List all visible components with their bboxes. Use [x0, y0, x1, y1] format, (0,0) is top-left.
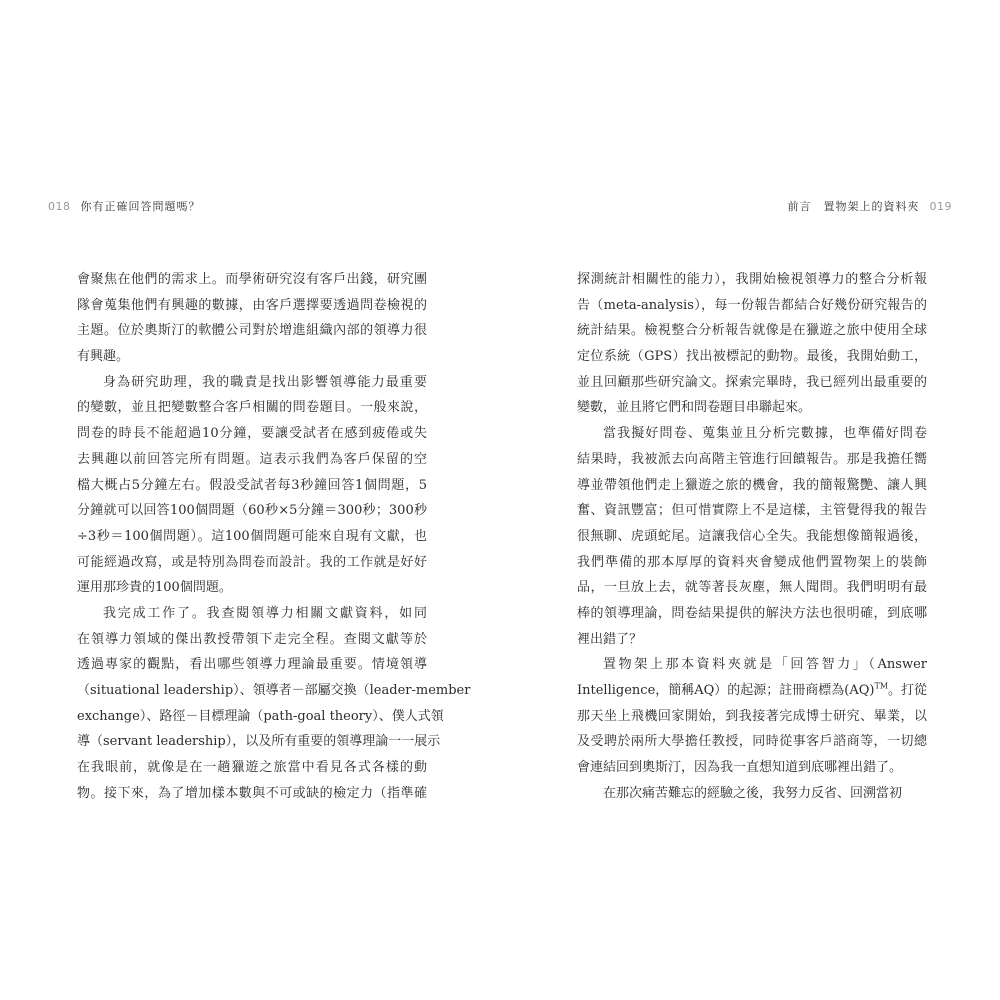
trademark-symbol: TM: [874, 681, 889, 691]
text-line: 棒的領導理論，問卷結果提供的解決方法也很明確，到底哪: [577, 605, 927, 621]
text-line: 運用那珍貴的100個問題。: [77, 580, 232, 596]
text-line: 結果時，我被派去向高階主管進行回饋報告。那是我擔任嚮: [577, 451, 927, 467]
text-line: 可能經過改寫，或是特別為問卷而設計。我的工作就是好好: [77, 554, 427, 570]
left-page-number: 018: [48, 200, 71, 213]
text-line: 隊會蒐集他們有興趣的數據，由客戶選擇要透過問卷檢視的: [77, 297, 427, 313]
right-page-number: 019: [929, 200, 952, 213]
text-line: ÷3秒＝100個問題）。這100個問題可能來自現有文獻，也: [77, 528, 427, 544]
text-line: 問卷的時長不能超過10分鐘，要讓受試者在感到疲倦或失: [77, 426, 427, 442]
right-chapter-title: 前言 置物架上的資料夾: [787, 200, 920, 213]
text-line: 主題。位於奧斯汀的軟體公司對於增進組織內部的領導力很: [77, 323, 427, 339]
text-line: 告（meta-analysis），每一份報告都結合好幾份研究報告的: [577, 297, 927, 313]
text-line: 導（servant leadership），以及所有重要的領導理論一一展示: [77, 734, 441, 750]
text-line: 統計結果。檢視整合分析報告就像是在獵遊之旅中使用全球: [577, 323, 927, 339]
text-line: 置物架上那本資料夾就是「回答智力」（Answer: [603, 657, 927, 673]
text-line: 檔大概占5分鐘左右。假設受試者每3秒鐘回答1個問題，5: [77, 477, 427, 493]
text-line-trademark: [577, 678, 927, 704]
text-line: 有興趣。: [77, 349, 130, 365]
text-line: （situational leadership）、領導者－部屬交換（leader-member: [77, 683, 471, 698]
text-line: 很無聊、虎頭蛇尾。這讓我信心全失。我能想像簡報過後，: [577, 528, 927, 544]
text-line: 物。接下來，為了增加樣本數與不可或缺的檢定力（指準確: [77, 785, 427, 801]
text-line: 會連結回到奧斯汀，因為我一直想知道到底哪裡出錯了。: [577, 760, 903, 776]
text-line: 身為研究助理，我的職責是找出影響領導能力最重要: [103, 374, 427, 390]
text-line: 及受聘於兩所大學擔任教授，同時從事客戶諮商等，一切總: [577, 734, 927, 750]
trademark-tail: 。打從: [888, 683, 928, 698]
text-line: 分鐘就可以回答100個問題（60秒×5分鐘＝300秒；300秒: [77, 503, 427, 519]
text-line: exchange）、路徑－目標理論（path-goal theory）、僕人式領: [77, 708, 444, 724]
left-body-text: [77, 267, 471, 806]
text-line: 品，一旦放上去，就等著長灰塵，無人聞問。我們明明有最: [577, 580, 927, 596]
text-line: 裡出錯了？: [577, 631, 643, 647]
text-line: 那天坐上飛機回家開始，到我接著完成博士研究、畢業，以: [577, 708, 927, 724]
text-line: 會聚焦在他們的需求上。而學術研究沒有客戶出錢，研究團: [77, 272, 427, 287]
text-line: 的變數，並且把變數整合客戶相關的問卷題目。一般來說，: [77, 400, 427, 416]
text-line: 奮、資訊豐富；但可惜實際上不是這樣，主管覺得我的報告: [577, 503, 927, 519]
text-line: 在那次痛苦難忘的經驗之後，我努力反省、回溯當初: [603, 785, 903, 801]
text-line: 透過專家的觀點，看出哪些領導力理論最重要。情境領導: [77, 657, 427, 673]
text-line: 去興趣以前回答完所有問題。這表示我們為客戶保留的空: [77, 451, 427, 467]
text-line: 我們準備的那本厚厚的資料夾會變成他們置物架上的裝飾: [577, 554, 927, 570]
text-line: 定位系統（GPS）找出被標記的動物。最後，我開始動工，: [577, 349, 927, 365]
right-page: [500, 0, 1000, 1000]
text-line: 並且回顧那些研究論文。探索完畢時，我已經列出最重要的: [577, 374, 927, 390]
text-line: 在我眼前，就像是在一趟獵遊之旅當中看見各式各樣的動: [77, 760, 427, 776]
text-line: 探測統計相關性的能力），我開始檢視領導力的整合分析報: [577, 272, 927, 287]
left-chapter-title: 你有正確回答問題嗎？: [80, 200, 201, 213]
text-line: 變數，並且將它們和問卷題目串聯起來。: [577, 400, 812, 416]
right-body-text: [577, 267, 927, 806]
text-line: 我完成工作了。我查閱領導力相關文獻資料，如同: [103, 605, 427, 621]
text-line: 在領導力領域的傑出教授帶領下走完全程。查閱文獻等於: [77, 631, 427, 647]
left-running-head: [48, 198, 201, 214]
text-line: 當我擬好問卷、蒐集並且分析完數據，也準備好問卷: [603, 426, 927, 442]
right-running-head: [788, 198, 953, 214]
text-line: 導並帶領他們走上獵遊之旅的機會，我的簡報驚艷、讓人興: [577, 477, 927, 493]
trademark-sentence: Intelligence，簡稱AQ）的起源；註冊商標為(AQ): [577, 683, 875, 698]
